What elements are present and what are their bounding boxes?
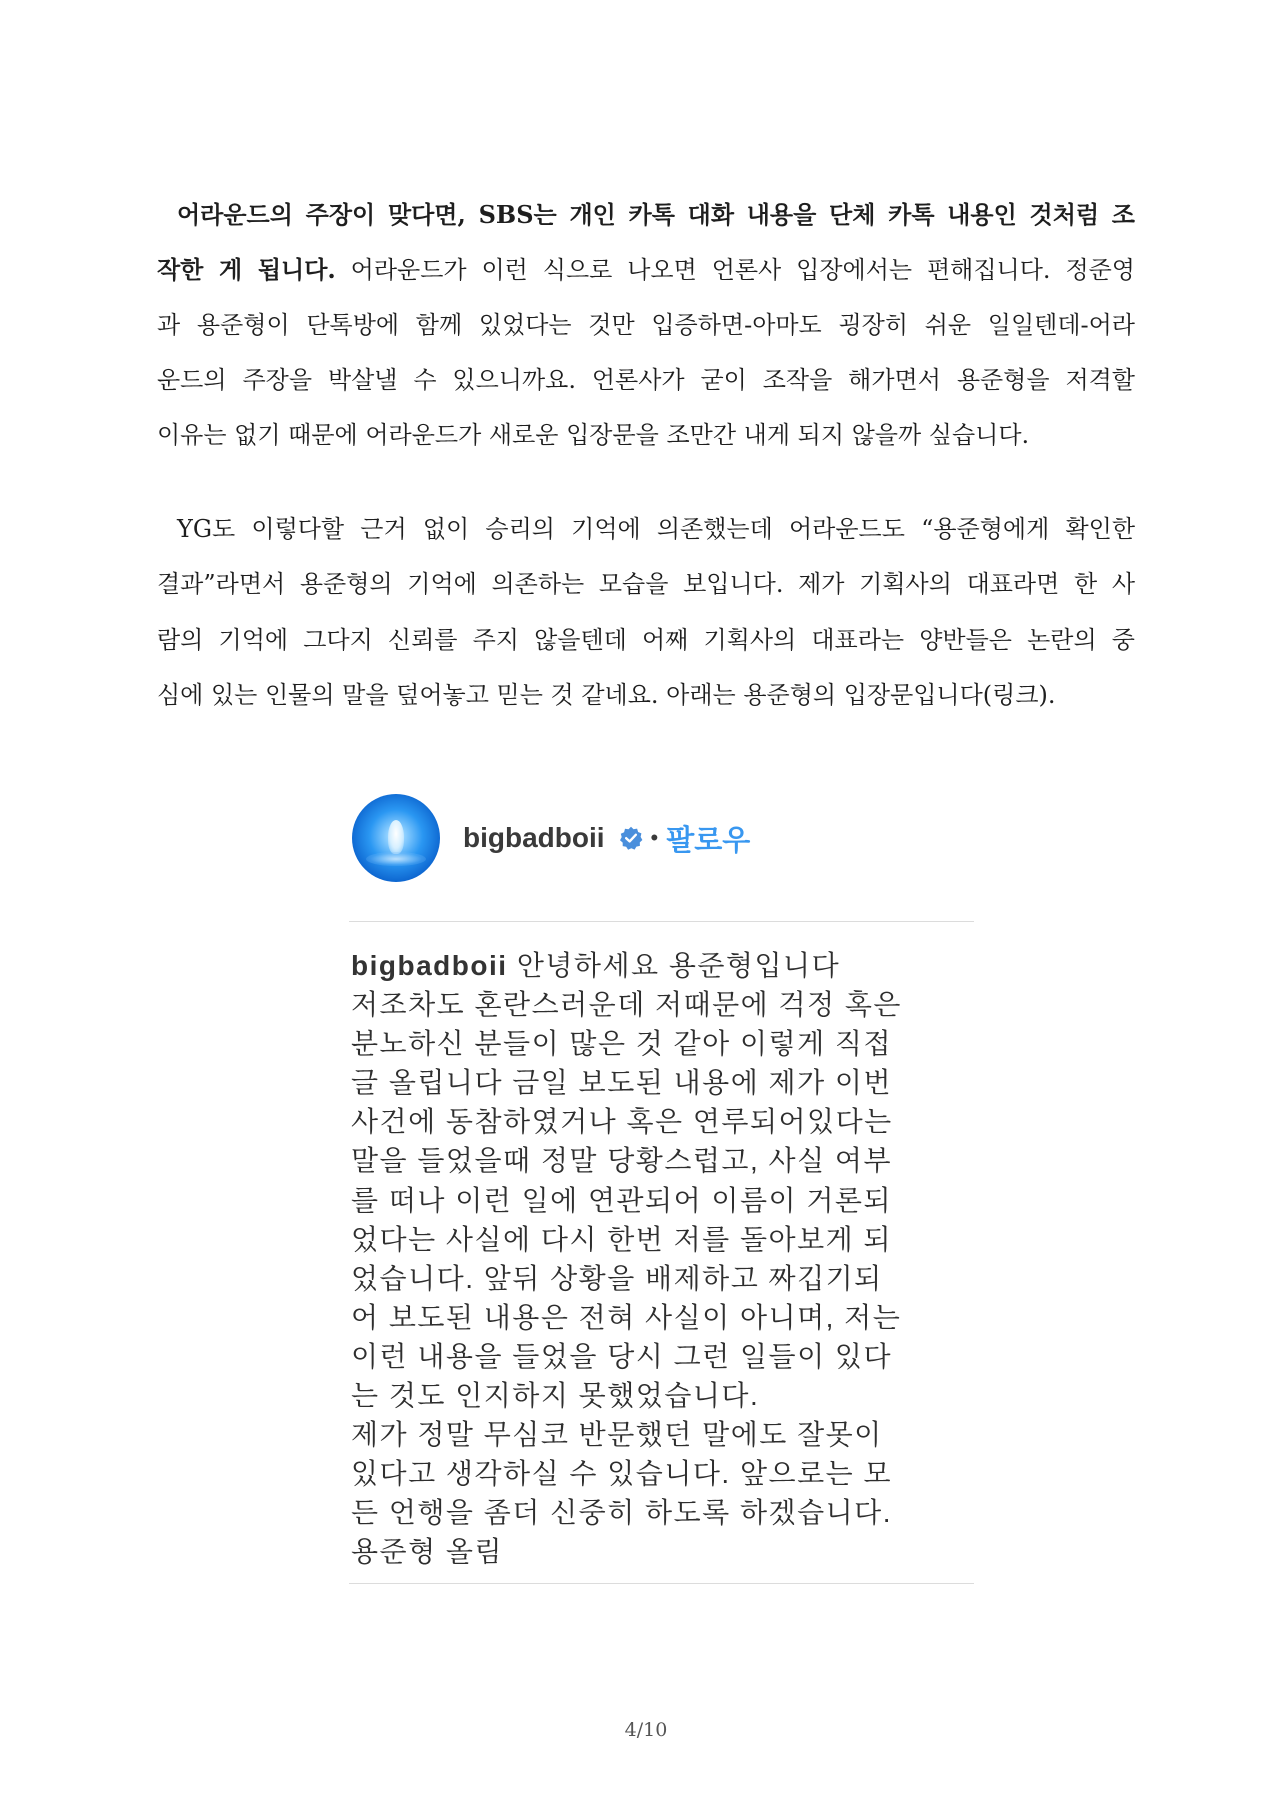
caption-line: 말을 들었을때 정말 당황스럽고, 사실 여부: [351, 1145, 892, 1177]
instagram-post-header: [352, 794, 750, 882]
paragraph-line: [157, 668, 1135, 723]
line-text: 람의 기억에 그다지 신뢰를 주지 않을텐데 어째 기획사의 대표라는 양반들은 논란의 중: [157, 625, 1135, 654]
caption-line: 있다고 생각하실 수 있습니다. 앞으로는 모: [351, 1458, 892, 1490]
avatar-light-base: [366, 852, 426, 866]
line-text: 운드의 주장을 박살낼 수 있으니까요. 언론사가 굳이 조작을 해가면서 용준형을 저격할: [157, 365, 1135, 394]
caption-line: 사건에 동참하였거나 혹은 연루되어있다는: [351, 1106, 893, 1138]
page-number: 4/10: [624, 1719, 668, 1741]
caption-line: 글 올립니다 금일 보도된 내용에 제가 이번: [351, 1067, 892, 1099]
line-text: 이유는 없기 때문에 어라운드가 새로운 입장문을 조만간 내게 되지 않을까 싶습니다.: [157, 421, 1030, 450]
line-text: YG도 이렇다할 근거 없이 승리의 기억에 의존했는데 어라운드도 “용준형에게 확인한: [177, 515, 1135, 543]
line-text: 어라운드가 이런 식으로 나오면 언론사 입장에서는 편해집니다. 정준영: [350, 256, 1135, 285]
line-text: 과 용준형이 단톡방에 함께 있었다는 것만 입증하면-아마도 굉장히 쉬운 일일텐데-어라: [157, 310, 1135, 339]
line-text: 결과”라면서 용준형의 기억에 의존하는 모습을 보입니다. 제가 기획사의 대표라면 한 사: [157, 570, 1135, 599]
profile-avatar[interactable]: [352, 794, 440, 882]
bold-text: 작한 게 됩니다.: [157, 255, 336, 285]
caption-line: 었습니다. 앞뒤 상황을 배제하고 짜깁기되: [351, 1262, 883, 1294]
avatar-figure: [388, 820, 404, 854]
paragraph-line: [157, 408, 1135, 463]
header-separator: •: [650, 825, 659, 850]
post-caption: [351, 946, 974, 1572]
post-divider-bottom: [349, 1583, 974, 1584]
paragraph-line: [157, 353, 1135, 408]
caption-line: [351, 946, 974, 985]
caption-line: 분노하신 분들이 많은 것 같아 이렇게 직접: [351, 1028, 892, 1060]
caption-line: 용준형 올림: [351, 1536, 504, 1568]
caption-line: 어 보도된 내용은 전혀 사실이 아니며, 저는: [351, 1301, 902, 1333]
caption-line: 이런 내용을 들었을 당시 그런 일들이 있다: [351, 1340, 892, 1372]
post-username[interactable]: bigbadboii: [463, 822, 605, 853]
caption-text: 안녕하세요 용준형입니다: [516, 950, 841, 981]
caption-line: 든 언행을 좀더 신중히 하도록 하겠습니다.: [351, 1497, 892, 1529]
verified-badge-icon: [619, 826, 643, 850]
bold-text: 어라운드의 주장이 맞다면, SBS는 개인 카톡 대화 내용을 단체 카톡 내용인 것처럼 조: [177, 200, 1135, 229]
paragraph-line: [157, 613, 1135, 668]
paragraph-line: [157, 187, 1135, 242]
body-paragraph-2: [157, 502, 1135, 723]
body-paragraph-1: [157, 187, 1135, 463]
paragraph-line: [157, 502, 1135, 557]
paragraph-line: [157, 557, 1135, 612]
caption-line: 를 떠나 이런 일에 연관되어 이름이 거론되: [351, 1184, 892, 1216]
paragraph-line: [157, 298, 1135, 353]
caption-line: 제가 정말 무심코 반문했던 말에도 잘못이: [351, 1419, 883, 1451]
caption-username[interactable]: bigbadboii: [351, 950, 508, 981]
paragraph-line: [157, 242, 1135, 297]
caption-line: 저조차도 혼란스러운데 저때문에 걱정 혹은: [351, 989, 902, 1021]
caption-line: 었다는 사실에 다시 한번 저를 돌아보게 되: [351, 1223, 892, 1255]
caption-line: 는 것도 인지하지 못했었습니다.: [351, 1380, 760, 1412]
line-text: 심에 있는 인물의 말을 덮어놓고 믿는 것 같네요. 아래는 용준형의 입장문입니다(링크).: [157, 680, 1056, 709]
follow-button[interactable]: 팔로우: [666, 824, 751, 857]
post-divider-top: [349, 921, 974, 922]
